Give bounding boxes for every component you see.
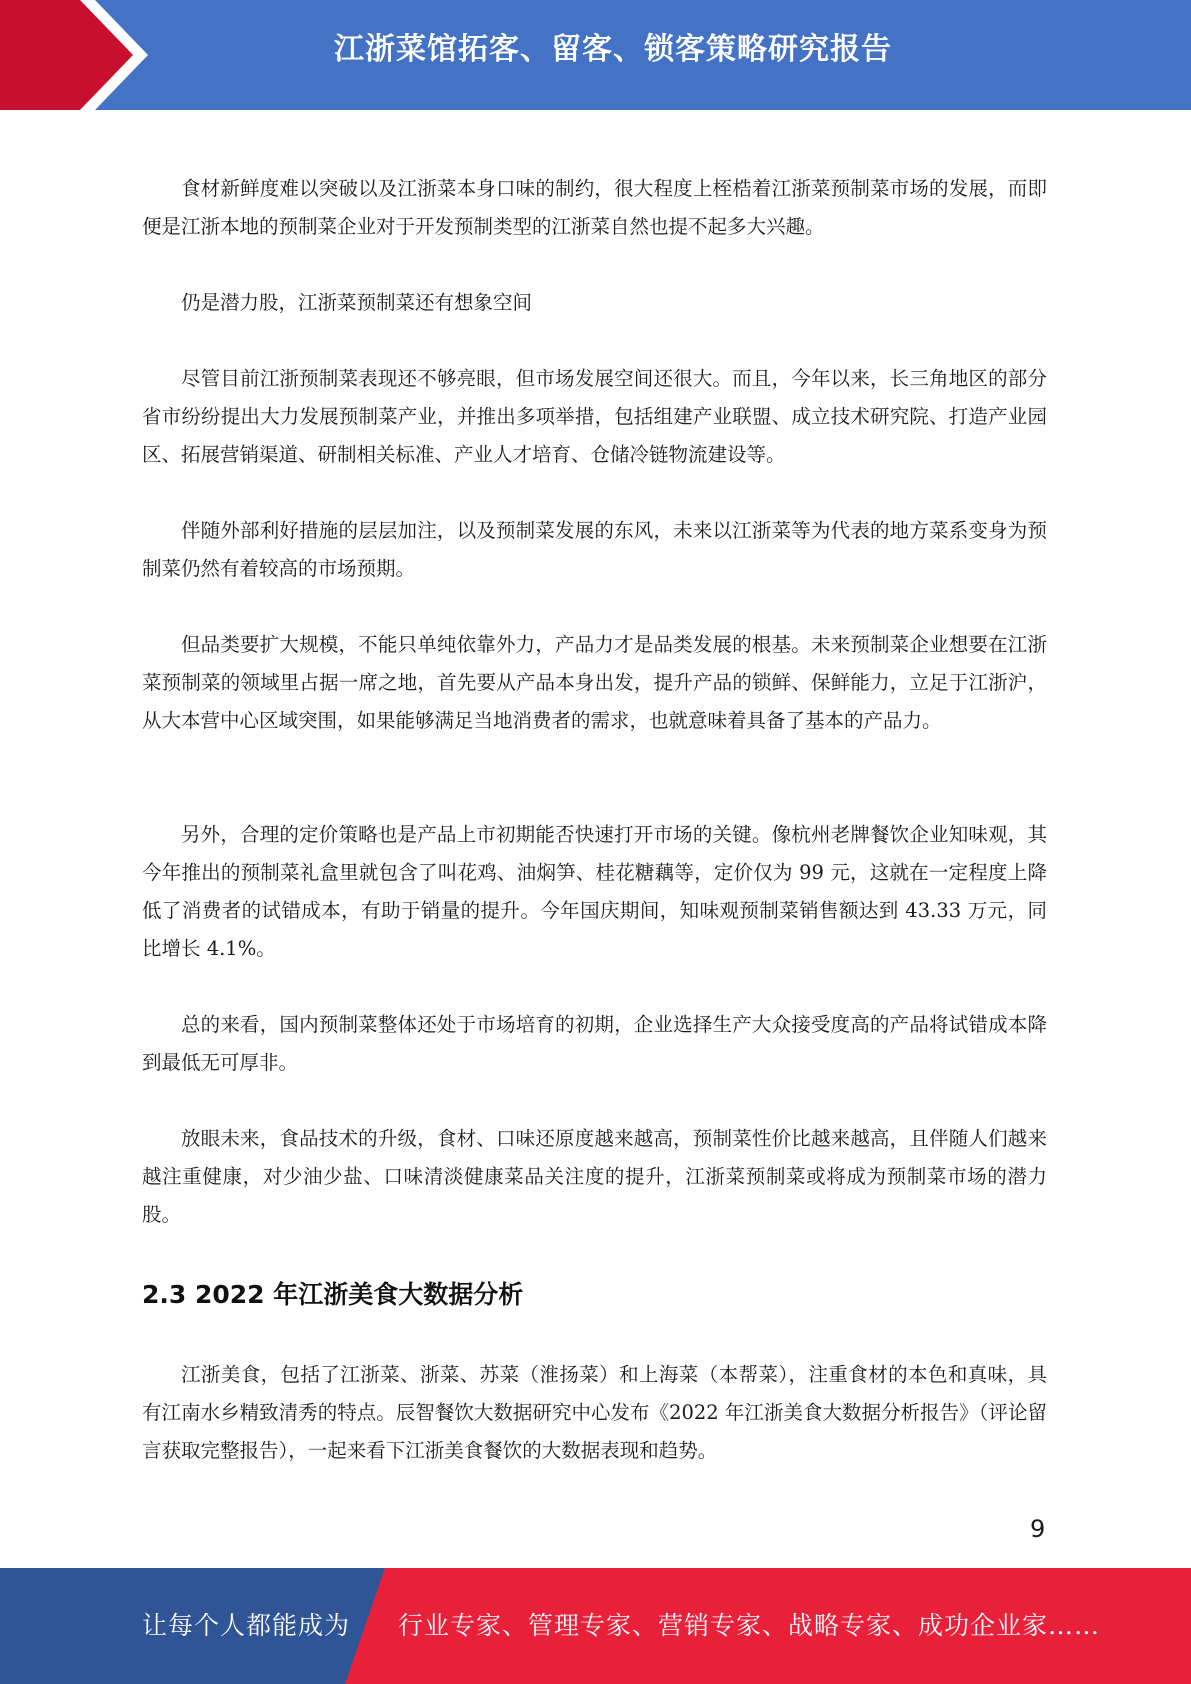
header-chevron-graphic bbox=[0, 0, 160, 110]
page-header bbox=[0, 0, 1191, 110]
body-paragraph: 食材新鲜度难以突破以及江浙菜本身口味的制约，很大程度上桎梏着江浙菜预制菜市场的发展，而即便是江浙本地的预制菜企业对于开发预制类型的江浙菜自然也提不起多大兴趣。 bbox=[142, 177, 1047, 238]
section-heading: 2.3 2022 年江浙美食大数据分析 bbox=[142, 1280, 524, 1309]
body-paragraph: 尽管目前江浙预制菜表现还不够亮眼，但市场发展空间还很大。而且，今年以来，长三角地区的部分省市纷纷提出大力发展预制菜产业，并推出多项举措，包括组建产业联盟、成立技术研究院、打造产业园区、拓展营销渠道、研制相关标准、产业人才培育、仓储冷链物流建设等。 bbox=[142, 367, 1047, 466]
body-paragraph: 总的来看，国内预制菜整体还处于市场培育的初期，企业选择生产大众接受度高的产品将试错成本降到最低无可厚非。 bbox=[142, 1013, 1047, 1074]
report-title: 江浙菜馆拓客、留客、锁客策略研究报告 bbox=[334, 32, 892, 67]
subheading-paragraph: 仍是潜力股，江浙菜预制菜还有想象空间 bbox=[181, 291, 533, 314]
body-paragraph: 伴随外部利好措施的层层加注，以及预制菜发展的东风，未来以江浙菜等为代表的地方菜系变身为预制菜仍然有着较高的市场预期。 bbox=[142, 519, 1047, 580]
document-body bbox=[142, 170, 1047, 1470]
body-paragraph: 另外，合理的定价策略也是产品上市初期能否快速打开市场的关键。像杭州老牌餐饮企业知味观，其今年推出的预制菜礼盒里就包含了叫花鸡、油焖笋、桂花糖藕等，定价仅为 99 元，这就在一定程度上降低了消费者的试错成本，有助于销量的提升。今年国庆期间，知味观预制菜销售额达到 43.33 万元，同比增长 4.1%。 bbox=[142, 823, 1047, 960]
page-footer bbox=[0, 1568, 1191, 1684]
body-paragraph: 放眼未来，食品技术的升级，食材、口味还原度越来越高，预制菜性价比越来越高，且伴随人们越来越注重健康，对少油少盐、口味清淡健康菜品关注度的提升，江浙菜预制菜或将成为预制菜市场的潜力股。 bbox=[142, 1127, 1047, 1226]
body-paragraph: 但品类要扩大规模，不能只单纯依靠外力，产品力才是品类发展的根基。未来预制菜企业想要在江浙菜预制菜的领域里占据一席之地，首先要从产品本身出发，提升产品的锁鲜、保鲜能力，立足于江浙沪，从大本营中心区域突围，如果能够满足当地消费者的需求，也就意味着具备了基本的产品力。 bbox=[142, 633, 1047, 732]
section-paragraph: 江浙美食，包括了江浙菜、浙菜、苏菜（淮扬菜）和上海菜（本帮菜），注重食材的本色和真味，具有江南水乡精致清秀的特点。辰智餐饮大数据研究中心发布《2022 年江浙美食大数据分析报告》（评论留言获取完整报告），一起来看下江浙美食餐饮的大数据表现和趋势。 bbox=[142, 1363, 1047, 1462]
footer-slogan-right: 行业专家、管理专家、营销专家、战略专家、成功企业家…… bbox=[398, 1611, 1101, 1640]
footer-slogan-left: 让每个人都能成为 bbox=[142, 1611, 351, 1640]
page-number: 9 bbox=[1030, 1515, 1046, 1543]
